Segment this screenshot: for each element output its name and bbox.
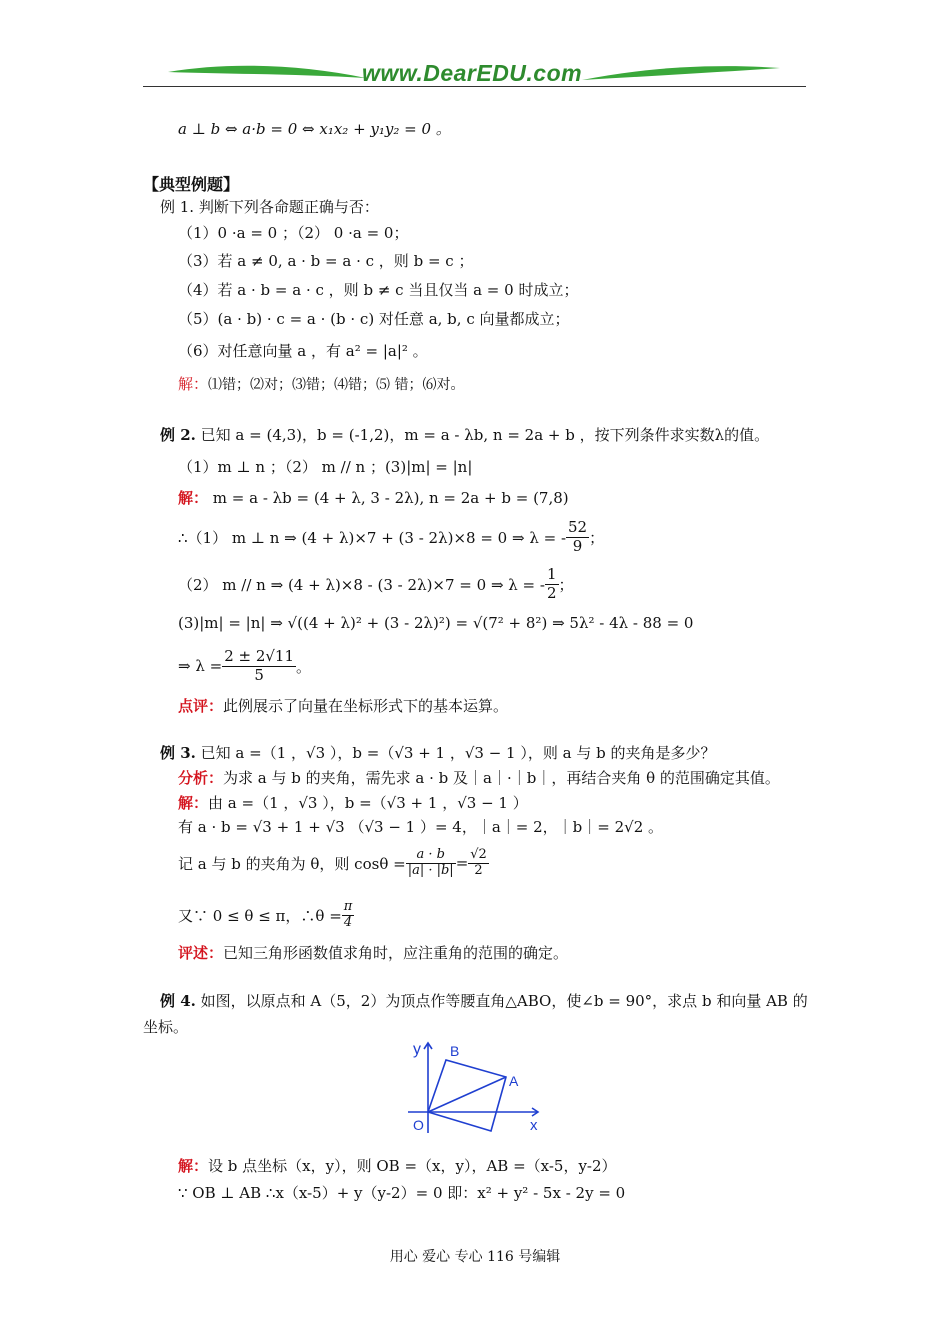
ex3-line-4 [178, 892, 354, 938]
ex2-step-1: ∴（1） m ⊥ n ⇒ (4 + λ)×7 + (3 - 2λ)×8 = 0 ⇒ λ = - $\frac{52}{9}$ ； [178, 518, 605, 555]
ex3-analysis [178, 767, 780, 788]
ex1-solution-text: ⑴错；⑵对；⑶错；⑷错；⑸ 错；⑹对。 [208, 377, 465, 393]
ex3-title-text: 已知 a =（1 ，√3 ），b =（√3 + 1 ，√3 − 1 ），则 a 与 b 的夹角是多少？ [195, 744, 716, 762]
ex1-item-3: （4）若 a · b = a · c ，则 b ≠ c 当且仅当 a = 0 时成立； [178, 281, 579, 299]
ex3-solution [178, 792, 528, 813]
ex4-title-text: 如图，以原点和 A（5，2）为顶点作等腰直角△ABO，使∠b = 90°，求点 b 和向量 AB 的 [195, 992, 808, 1010]
ex3-cos-fraction: $\frac{a \cdot b}{|a| \cdot |b|}$ [407, 846, 454, 878]
ex3-line3-text: 记 a 与 b 的夹角为 θ，则 cosθ = [178, 854, 406, 873]
ex3-title-label: 例 3. [160, 744, 196, 762]
ex3-solution-text: 由 a =（1 ，√3 ），b =（√3 + 1 ，√3 − 1 ） [208, 794, 528, 812]
ex2-title-text: 已知 a = (4,3)，b = (-1,2)，m = a - λb, n = 2a + b ，按下列条件求实数λ的值。 [195, 426, 770, 444]
ex4-title [160, 990, 808, 1011]
section-title: 【典型例题】 [143, 175, 240, 194]
ex2-step-4: ⇒ λ = $\frac{2 \pm 2√11}{5}$ 。 [178, 647, 312, 684]
ex4-title-cont: 坐标。 [143, 1018, 189, 1036]
ex1-title: 例 1. 判断下列各命题正确与否： [160, 198, 379, 216]
ex3-solution-label: 解： [178, 794, 209, 812]
ex3-analysis-label: 分析： [178, 769, 224, 787]
ex3-comment-text: 已知三角形函数值求角时，应注重角的范围的确定。 [223, 944, 569, 962]
ex2-step4-text: ⇒ λ = [178, 657, 223, 675]
ex2-step2-fraction: $\frac{1}{2}$ [546, 565, 557, 602]
ex2-title [160, 424, 769, 445]
fig-label-y: y [413, 1041, 421, 1058]
ex4-solution-label: 解： [178, 1157, 209, 1175]
header-logo: www.DearEDU.com [362, 60, 583, 86]
ex1-item-4: （5）(a · b) · c = a · (b · c) 对任意 a, b, c 向量都成立； [178, 310, 570, 328]
ex2-title-label: 例 2. [160, 426, 196, 444]
ex2-step1-fraction: $\frac{52}{9}$ [568, 518, 588, 555]
ex3-comment [178, 942, 568, 963]
ex2-comment-label: 点评： [178, 697, 224, 715]
header-rule [143, 86, 806, 87]
ex3-cos-value: $\frac{√2}{2}$ [470, 846, 487, 878]
ex2-step1-text: ∴（1） m ⊥ n ⇒ (4 + λ)×7 + (3 - 2λ)×8 = 0 ⇒ λ = - [178, 528, 567, 547]
fig-label-b: B [450, 1043, 460, 1059]
ex2-step4-fraction: $\frac{2 \pm 2√11}{5}$ [224, 647, 295, 684]
orthogonality-formula: a ⊥ b ⇔ a·b = 0 ⇔ x₁x₂ + y₁y₂ = 0 。 [178, 120, 451, 138]
ex1-solution-label: 解： [178, 375, 209, 393]
header-swoosh-left [168, 60, 368, 84]
ex1-solution [178, 373, 464, 394]
ex4-figure [405, 1040, 545, 1136]
header-swoosh-right [582, 62, 782, 84]
ex3-line4-text: 又∵ 0 ≤ θ ≤ π，∴θ = [178, 906, 342, 925]
ex2-solution [178, 487, 569, 508]
ex4-solution [178, 1155, 617, 1176]
ex2-comment-text: 此例展示了向量在坐标形式下的基本运算。 [223, 697, 509, 715]
ex3-theta-fraction: $\frac{\pi}{4}$ [343, 898, 353, 930]
ex3-line-3: 记 a 与 b 的夹角为 θ，则 cosθ = $\frac{a \cdot b}{|a| \cdot |b|}$ = $\frac{√2}{2}$ [178, 846, 487, 878]
ex4-solution-text: 设 b 点坐标（x，y），则 OB =（x，y），AB =（x-5，y-2） [208, 1157, 617, 1175]
ex3-title [160, 742, 715, 763]
ex3-comment-label: 评述： [178, 944, 224, 962]
ex3-analysis-text: 为求 a 与 b 的夹角，需先求 a · b 及｜a｜·｜b｜，再结合夹角 θ 的范围确定其值。 [223, 769, 780, 787]
ex2-step-2: （2） m // n ⇒ (4 + λ)×8 - (3 - 2λ)×7 = 0 ⇒ λ = - $\frac{1}{2}$ ； [178, 565, 574, 602]
ex4-line-2: ∵ OB ⊥ AB ∴x（x-5）+ y（y-2）= 0 即：x² + y² - 5x - 2y = 0 [178, 1184, 626, 1202]
ex1-item-5: （6）对任意向量 a ，有 a² = |a|² 。 [178, 342, 428, 360]
ex2-comment [178, 695, 508, 716]
page-footer: 用心 爱心 专心 116 号编辑 [389, 1249, 561, 1265]
ex2-step-3: (3)|m| = |n| ⇒ √((4 + λ)² + (3 - 2λ)²) = √(7² + 8²) ⇒ 5λ² - 4λ - 88 = 0 [178, 614, 694, 632]
fig-label-o: O [413, 1117, 424, 1133]
ex2-solution-label: 解： [178, 489, 209, 507]
ex1-item-2: （3）若 a ≠ 0, a · b = a · c ，则 b = c ； [178, 252, 474, 270]
ex2-solution-text: m = a - λb = (4 + λ, 3 - 2λ), n = 2a + b = (7,8) [208, 489, 569, 507]
fig-label-a: A [509, 1073, 519, 1089]
fig-label-x: x [530, 1117, 538, 1134]
ex1-item-1: （1）0 ·a = 0 ；（2） 0 ·a = 0； [178, 224, 409, 242]
ex2-step2-text: （2） m // n ⇒ (4 + λ)×8 - (3 - 2λ)×7 = 0 ⇒ λ = - [178, 575, 545, 594]
ex2-conditions: （1）m ⊥ n ；（2） m // n ；(3)|m| = |n| [178, 458, 473, 476]
ex4-title-label: 例 4. [160, 992, 196, 1010]
ex3-line-2: 有 a · b = √3 + 1 + √3 （√3 − 1 ）= 4，｜a｜= 2，｜b｜= 2√2 。 [178, 818, 664, 836]
